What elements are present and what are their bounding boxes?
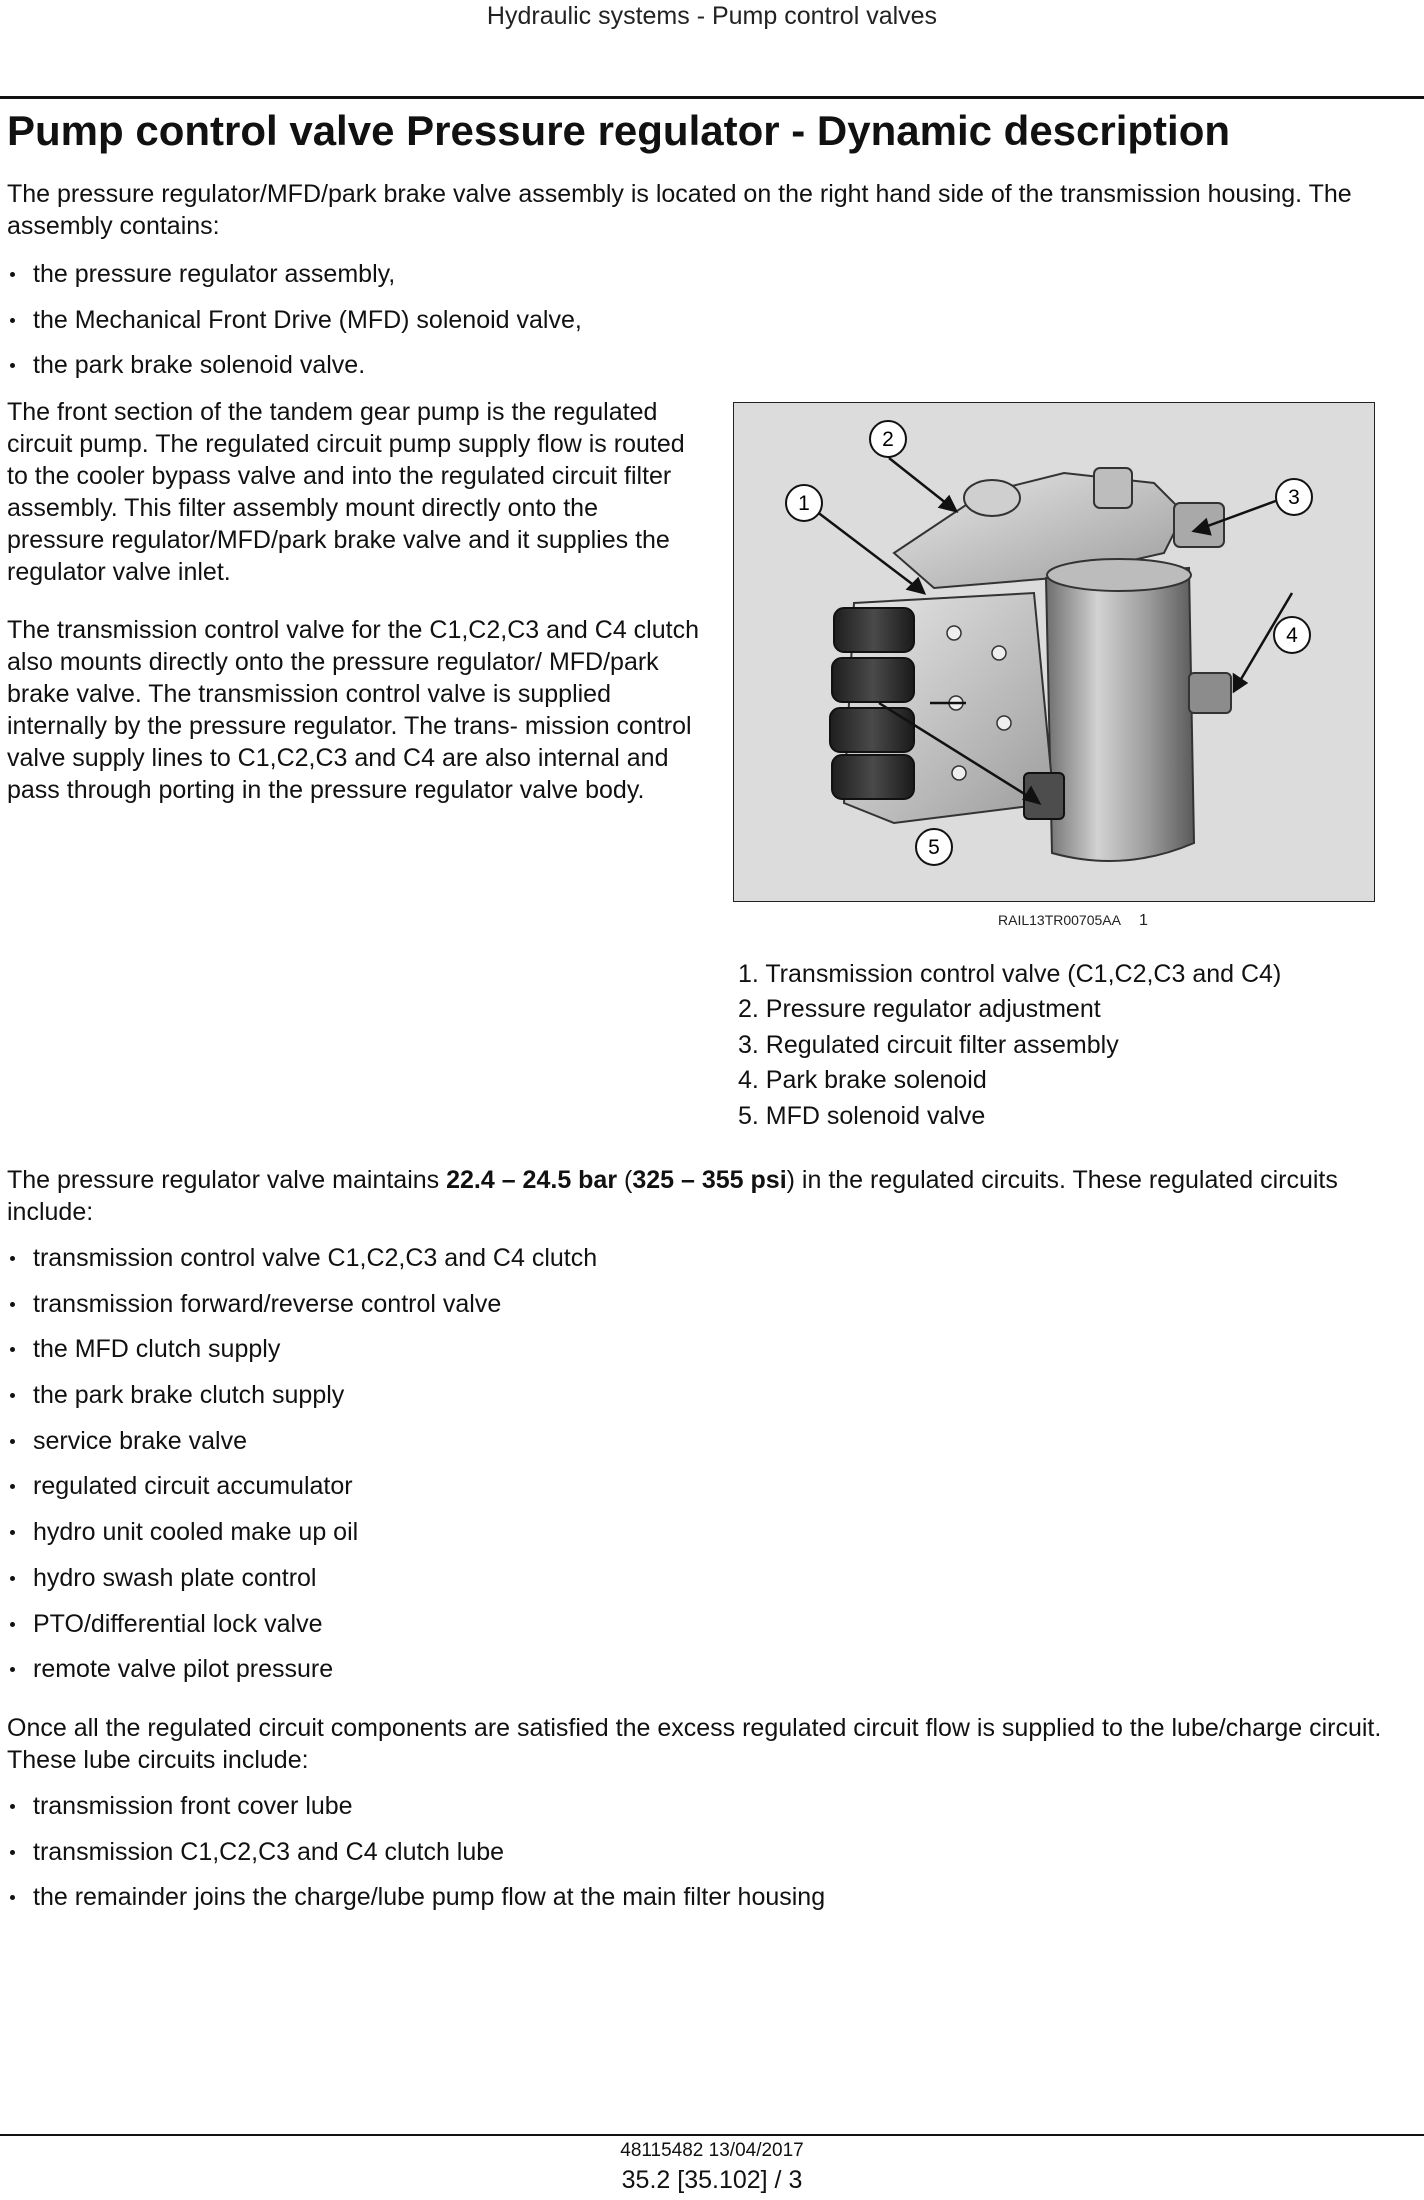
regulator-paragraph: The pressure regulator valve maintains 22.4 – 24.5 bar (325 – 355 psi) in the regulated circuits. These regulated circuits include:	[7, 1166, 1338, 1226]
bullet-icon	[10, 1439, 15, 1444]
bullet-icon	[10, 1667, 15, 1672]
intro-list	[7, 258, 582, 395]
list-item: transmission forward/reverse control valve	[7, 1288, 597, 1334]
intro-paragraph: The pressure regulator/MFD/park brake valve assembly is located on the right hand side of the transmission housing. The assembly contains:	[7, 180, 1352, 240]
bullet-icon	[10, 1804, 15, 1809]
image-code: RAIL13TR00705AA	[998, 912, 1121, 928]
legend-item: 1. Transmission control valve (C1,C2,C3 and C4)	[738, 960, 1282, 988]
list-item: transmission control valve C1,C2,C3 and C4 clutch	[7, 1242, 597, 1288]
callout-2	[870, 421, 906, 457]
pressure-bar-value: 22.4 – 24.5 bar	[446, 1166, 618, 1194]
bullet-icon	[10, 1256, 15, 1261]
list-item: transmission C1,C2,C3 and C4 clutch lube	[7, 1836, 825, 1882]
list-item: service brake valve	[7, 1425, 597, 1471]
footer-rule	[0, 2134, 1424, 2136]
list-item: the MFD clutch supply	[7, 1333, 597, 1379]
legend-item: 5. MFD solenoid valve	[738, 1101, 986, 1130]
lube-circuits-list	[7, 1790, 825, 1927]
list-item: regulated circuit accumulator	[7, 1470, 597, 1516]
list-item: the remainder joins the charge/lube pump flow at the main filter housing	[7, 1881, 825, 1927]
bullet-icon	[10, 1393, 15, 1398]
bullet-icon	[10, 1850, 15, 1855]
list-item: the park brake clutch supply	[7, 1379, 597, 1425]
figure-caption	[998, 912, 1148, 930]
callout-5	[916, 829, 952, 865]
callout-1	[786, 485, 822, 521]
lube-paragraph: Once all the regulated circuit components are satisfied the excess regulated circuit flow is supplied to the lube/charge circuit. These lube circuits include:	[7, 1714, 1382, 1774]
svg-text:1: 1	[798, 492, 810, 515]
bullet-icon	[10, 1622, 15, 1627]
footer-page-ref: 35.2 [35.102] / 3	[621, 2166, 803, 2194]
footer-doc-ref: 48115482 13/04/2017	[620, 2140, 804, 2161]
bullet-icon	[10, 272, 15, 277]
bullet-icon	[10, 1302, 15, 1307]
pressure-psi-value: 325 – 355 psi	[632, 1166, 787, 1194]
list-item: the Mechanical Front Drive (MFD) solenoid valve,	[7, 304, 582, 350]
regulated-circuits-list	[7, 1242, 597, 1699]
list-item: the park brake solenoid valve.	[7, 349, 582, 395]
pump-paragraph: The front section of the tandem gear pump is the regulated circuit pump. The regulated circuit pump supply flow is routed to the cooler bypass valve and into the regulated circuit filter assembly. This filter assembly mount directly onto the pressure regulator/MFD/park brake valve and it supplies the regulator valve inlet.	[7, 398, 685, 586]
page-title: Pump control valve Pressure regulator - Dynamic description	[7, 107, 1231, 154]
legend-item: 4. Park brake solenoid	[738, 1066, 987, 1095]
header-rule	[0, 96, 1424, 99]
list-item: hydro swash plate control	[7, 1562, 597, 1608]
list-item: hydro unit cooled make up oil	[7, 1516, 597, 1562]
list-item: PTO/differential lock valve	[7, 1608, 597, 1654]
bullet-icon	[10, 1576, 15, 1581]
bullet-icon	[10, 1895, 15, 1900]
bullet-icon	[10, 363, 15, 368]
figure-legend	[738, 957, 1281, 1134]
bullet-icon	[10, 1347, 15, 1352]
bullet-icon	[10, 318, 15, 323]
valve-assembly-figure	[733, 402, 1375, 902]
list-item: remote valve pilot pressure	[7, 1653, 597, 1699]
svg-text:5: 5	[928, 836, 940, 859]
bullet-icon	[10, 1484, 15, 1489]
list-item: the pressure regulator assembly,	[7, 258, 582, 304]
transmission-paragraph: The transmission control valve for the C1,C2,C3 and C4 clutch also mounts directly onto the pressure regulator/ MFD/park brake valve. The transmission control valve is supplied internally by the pressure regulator. The trans- mission control valve supply lines to C1,C2,C3 and C4 are also internal and pass through porting in the pressure regulator valve body.	[7, 616, 699, 804]
svg-text:3: 3	[1288, 486, 1300, 509]
figure-number: 1	[1138, 912, 1148, 929]
svg-text:2: 2	[882, 428, 894, 451]
callout-4	[1274, 617, 1310, 653]
legend-item: 2. Pressure regulator adjustment	[738, 995, 1101, 1024]
svg-text:4: 4	[1286, 624, 1298, 647]
valve-assembly-illustration	[734, 403, 1374, 900]
running-header: Hydraulic systems - Pump control valves	[486, 2, 938, 30]
callout-3	[1276, 479, 1312, 515]
legend-item: 3. Regulated circuit filter assembly	[738, 1030, 1119, 1059]
list-item: transmission front cover lube	[7, 1790, 825, 1836]
bullet-icon	[10, 1530, 15, 1535]
